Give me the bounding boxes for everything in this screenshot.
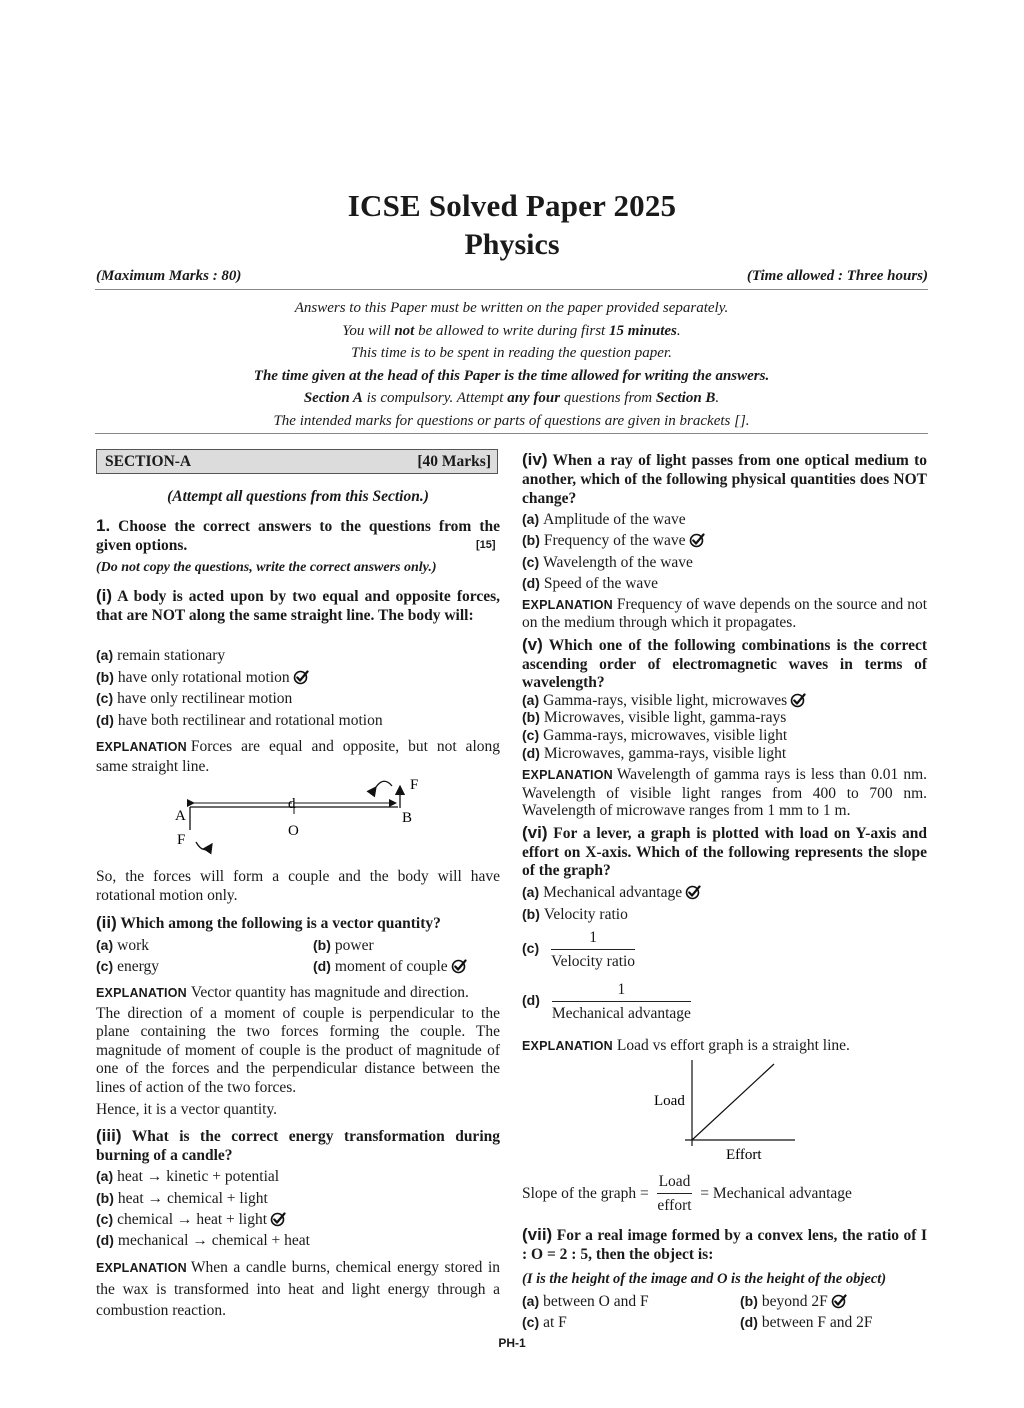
question-iv bbox=[522, 450, 927, 508]
question-text: Choose the correct answers to the questions from the given options. bbox=[96, 518, 500, 554]
question-ii bbox=[96, 913, 500, 933]
option-c: (c) Gamma-rays, microwaves, visible light bbox=[522, 727, 788, 744]
section-a-header bbox=[96, 449, 498, 474]
question-number: (ii) bbox=[96, 913, 117, 932]
option-c: (c) chemical → heat + light bbox=[96, 1210, 286, 1232]
option-a: (a) between O and F bbox=[522, 1293, 649, 1310]
question-i bbox=[96, 586, 500, 625]
fraction: $\frac{\text{Load}}{\text{effort}}$ bbox=[657, 1173, 692, 1214]
rotation-arrow-top bbox=[376, 781, 392, 787]
question-number: 1. bbox=[96, 516, 111, 535]
question-iii bbox=[96, 1126, 500, 1165]
question-number: (i) bbox=[96, 586, 113, 605]
check-icon bbox=[689, 532, 705, 553]
paper-title: ICSE Solved Paper 2025 bbox=[347, 188, 677, 223]
y-axis-label: Load bbox=[654, 1093, 685, 1109]
question-text: For a lever, a graph is plotted with load on Y-axis and effort on X-axis. Which of the following represents the slope of the graph? bbox=[522, 825, 927, 879]
question-text: A body is acted upon by two equal and opposite forces, that are NOT along the same straight line. The body will: bbox=[96, 588, 500, 624]
question-marks: [15] bbox=[476, 539, 496, 551]
option-b: (b) have only rotational motion bbox=[96, 668, 309, 690]
option-c: (c) at F bbox=[522, 1314, 567, 1331]
option-b: (b) power bbox=[313, 937, 374, 954]
option-b: (b) Velocity ratio bbox=[522, 906, 628, 923]
explanation-conclusion: So, the forces will form a couple and the body will have rotational motion only. bbox=[96, 868, 500, 904]
instruction-line: Section A is compulsory. Attempt any four questions from Section B. bbox=[303, 390, 720, 406]
option-d: (d) Speed of the wave bbox=[522, 575, 658, 592]
check-icon bbox=[451, 958, 467, 979]
option-d: (d) mechanical → chemical + heat bbox=[96, 1232, 310, 1249]
option-a: (a) Mechanical advantage bbox=[522, 883, 701, 905]
couple-diagram bbox=[170, 772, 430, 862]
time-allowed: (Time allowed : Three hours) bbox=[746, 268, 928, 284]
option-a: (a) heat → kinetic + potential bbox=[96, 1168, 280, 1185]
option-c: (c) $\frac{1}{\text{Velocity ratio}}$ bbox=[522, 929, 636, 970]
question-1 bbox=[96, 516, 500, 555]
question-note: (I is the height of the image and O is the height of the object) bbox=[522, 1271, 887, 1287]
fraction: $\frac{1}{\text{Mechanical advantage}}$ bbox=[551, 981, 691, 1022]
question-text: For a real image formed by a convex lens, the ratio of I : O = 2 : 5, then the object is: bbox=[522, 1227, 928, 1263]
question-number: (iii) bbox=[96, 1126, 122, 1145]
instruction-line: You will not be allowed to write during first 15 minutes. bbox=[342, 322, 681, 339]
instruction-line: Answers to this Paper must be written on the paper provided separately. bbox=[294, 300, 729, 316]
explanation: EXPLANATION Load vs effort graph is a straight line. bbox=[522, 1037, 850, 1054]
explanation-detail: The direction of a moment of couple is perpendicular to the plane containing the two forces forming the couple. The magnitude of moment of couple is the product of magnitude of one of the forces and the perpendicular distance between the lines of action of the two forces. bbox=[96, 1005, 500, 1096]
option-b: (b) heat → chemical + light bbox=[96, 1190, 268, 1207]
max-marks: (Maximum Marks : 80) bbox=[96, 268, 242, 284]
question-v bbox=[522, 636, 927, 693]
option-d: (d) $\frac{1}{\text{Mechanical advantage}}$ bbox=[522, 981, 691, 1022]
load-effort-graph bbox=[640, 1058, 810, 1168]
label-f-bottom: F bbox=[177, 832, 186, 848]
slope-equation: Slope of the graph = $\frac{\text{Load}}{\text{effort}}$ = Mechanical advantage bbox=[522, 1173, 852, 1214]
question-number: (v) bbox=[522, 635, 543, 654]
paper-subject: Physics bbox=[464, 228, 560, 261]
explanation: EXPLANATION Frequency of wave depends on the source and not on the medium through which it propagates. bbox=[522, 596, 927, 631]
check-icon bbox=[685, 884, 701, 905]
option-c: (c) Wavelength of the wave bbox=[522, 554, 693, 571]
option-a: (a) Gamma-rays, visible light, microwaves bbox=[522, 691, 806, 713]
header-rule bbox=[95, 289, 928, 290]
explanation: EXPLANATION When a candle burns, chemical energy stored in the wax is transformed into heat and light energy through a combustion reaction. bbox=[96, 1259, 500, 1319]
option-c: (c) energy bbox=[96, 958, 160, 975]
instruction-line: The intended marks for questions or parts of questions are given in brackets []. bbox=[273, 412, 750, 429]
option-d: (d) moment of couple bbox=[313, 957, 467, 979]
option-c: (c) have only rectilinear motion bbox=[96, 690, 293, 707]
instruction-line: The time given at the head of this Paper is the time allowed for writing the answers. bbox=[253, 367, 770, 384]
section-name: SECTION-A bbox=[105, 453, 192, 470]
option-d: (d) have both rectilinear and rotational motion bbox=[96, 712, 383, 729]
question-text: Which among the following is a vector quantity? bbox=[120, 915, 441, 932]
check-icon bbox=[293, 669, 309, 690]
question-text: What is the correct energy transformation during burning of a candle? bbox=[96, 1128, 500, 1164]
instructions-rule bbox=[95, 433, 928, 434]
label-f-top: F bbox=[410, 777, 419, 793]
label-d: d bbox=[288, 796, 296, 812]
question-text: Which one of the following combinations is the correct ascending order of electromagnetic waves in terms of wavelength? bbox=[522, 637, 927, 691]
option-d: (d) Microwaves, gamma-rays, visible light bbox=[522, 745, 787, 762]
option-b: (b) beyond 2F bbox=[740, 1292, 847, 1314]
fraction: $\frac{1}{\text{Velocity ratio}}$ bbox=[551, 929, 636, 970]
check-icon bbox=[831, 1293, 847, 1314]
question-vii bbox=[522, 1225, 927, 1264]
section-note: (Attempt all questions from this Section.) bbox=[167, 488, 429, 505]
question-note: (Do not copy the questions, write the correct answers only.) bbox=[96, 560, 437, 575]
option-a: (a) remain stationary bbox=[96, 647, 226, 664]
explanation: EXPLANATION Vector quantity has magnitude and direction. bbox=[96, 984, 469, 1001]
graph-line bbox=[692, 1064, 774, 1140]
question-number: (iv) bbox=[522, 450, 548, 469]
explanation-conclusion: Hence, it is a vector quantity. bbox=[96, 1101, 278, 1118]
question-number: (vi) bbox=[522, 823, 548, 842]
option-b: (b) Microwaves, visible light, gamma-rays bbox=[522, 709, 787, 726]
rotation-arrow-bottom bbox=[196, 842, 212, 850]
instruction-line: This time is to be spent in reading the question paper. bbox=[351, 345, 672, 361]
page-number: PH-1 bbox=[498, 1336, 526, 1350]
check-icon bbox=[790, 692, 806, 713]
question-text: When a ray of light passes from one optical medium to another, which of the following physical quantities does NOT change? bbox=[522, 452, 927, 507]
label-b: B bbox=[402, 810, 413, 826]
question-number: (vii) bbox=[522, 1225, 553, 1244]
option-a: (a) work bbox=[96, 937, 149, 954]
section-marks: [40 Marks] bbox=[417, 453, 491, 470]
explanation: EXPLANATION Wavelength of gamma rays is less than 0.01 nm. Wavelength of visible light ranges from 400 to 700 nm. Wavelength of microwave ranges from 1 mm to 1 m. bbox=[522, 766, 927, 819]
label-a: A bbox=[175, 808, 186, 824]
option-d: (d) between F and 2F bbox=[740, 1314, 873, 1331]
label-o: O bbox=[288, 823, 299, 839]
x-axis-label: Effort bbox=[726, 1147, 762, 1163]
explanation: EXPLANATION Forces are equal and opposite, but not along same straight line. bbox=[96, 738, 500, 775]
instructions bbox=[95, 297, 928, 432]
question-vi bbox=[522, 824, 927, 881]
option-a: (a) Amplitude of the wave bbox=[522, 511, 686, 528]
check-icon bbox=[270, 1211, 286, 1232]
option-b: (b) Frequency of the wave bbox=[522, 531, 705, 553]
